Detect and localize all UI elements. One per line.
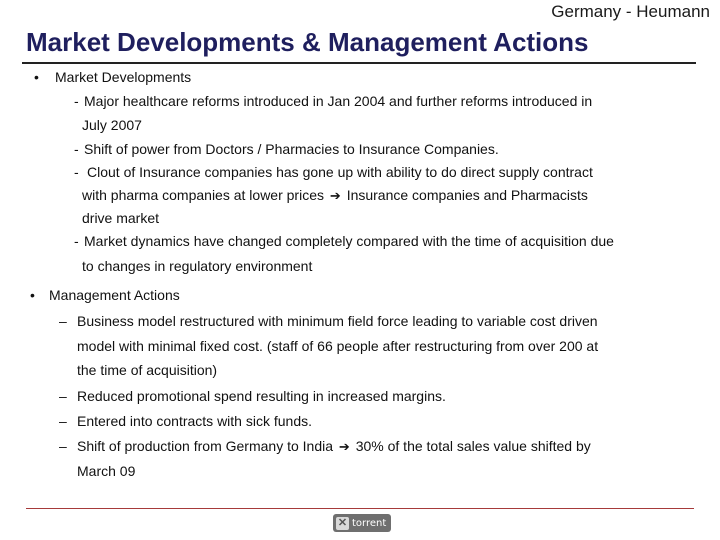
item-line: model with minimal fixed cost. (staff of 66 people after restructuring from over 200 at (77, 338, 599, 354)
item-marker: - (74, 233, 79, 249)
right-arrow-icon: ➔ (329, 188, 341, 203)
section-bullet: • (34, 69, 39, 85)
item-line: to changes in regulatory environment (82, 258, 313, 274)
logo-text: torrent (352, 517, 387, 529)
section-bullet: • (30, 287, 35, 303)
item-line-part: Insurance companies and Pharmacists (346, 187, 588, 203)
item-line: drive market (82, 210, 160, 226)
item-line (82, 187, 588, 204)
footer-divider (26, 508, 694, 509)
item-line (77, 438, 591, 455)
item-marker: – (59, 388, 67, 404)
right-arrow-icon: ➔ (338, 439, 350, 454)
item-marker: - (74, 93, 79, 109)
item-line: Reduced promotional spend resulting in increased margins. (77, 388, 446, 404)
slide-subtitle: Germany - Heumann (551, 2, 710, 21)
item-line: Major healthcare reforms introduced in Jan 2004 and further reforms introduced in (84, 93, 593, 109)
slide-title: Market Developments & Management Actions (26, 27, 589, 57)
section-heading-management-actions: Management Actions (49, 287, 180, 303)
section-heading-market-developments: Market Developments (55, 69, 192, 85)
item-line: the time of acquisition) (77, 362, 218, 378)
logo-mark-icon: ✕ (337, 516, 348, 529)
item-line-part: 30% of the total sales value shifted by (355, 438, 591, 454)
item-line: July 2007 (82, 117, 142, 133)
torrent-logo (333, 514, 391, 532)
item-marker: – (59, 413, 67, 429)
item-line: Entered into contracts with sick funds. (77, 413, 312, 429)
item-marker: – (59, 438, 67, 454)
item-line: Market dynamics have changed completely compared with the time of acquisition due (84, 233, 614, 249)
item-line: March 09 (77, 463, 136, 479)
item-line: Shift of power from Doctors / Pharmacies to Insurance Companies. (84, 141, 499, 157)
item-marker: – (59, 313, 67, 329)
item-line-part: with pharma companies at lower prices (82, 187, 324, 203)
item-marker: - (74, 141, 79, 157)
item-line-part: Shift of production from Germany to India (77, 438, 334, 454)
item-line: Clout of Insurance companies has gone up with ability to do direct supply contract (87, 164, 593, 180)
item-line: Business model restructured with minimum field force leading to variable cost driven (77, 313, 598, 329)
item-marker: - (74, 164, 79, 180)
